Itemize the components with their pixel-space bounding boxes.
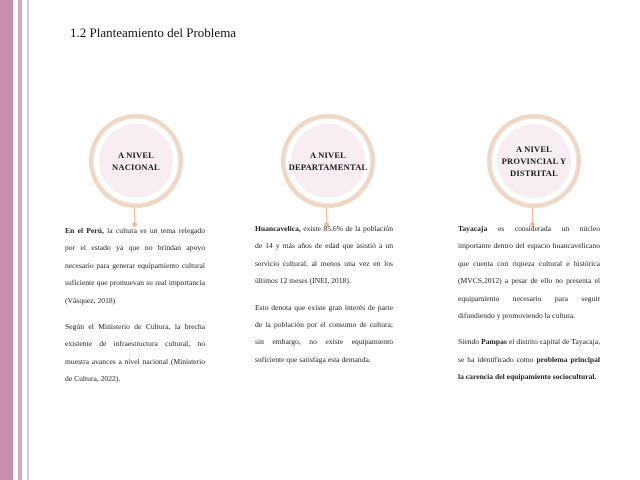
decorative-stripe-wide [0,0,13,480]
provincial-body: es considerada un núcleo importante dentro del espacio huancavelicano que cuenta con riqueza cultural e histórica (MVCS,2012) a pesar de ello no presenta el equipamiento necesario para seguir difundiendo y promoviendo la cultura. [458,224,600,321]
level-circle-provincial [487,114,581,208]
provincial-p2-middle: el distrito capital de Tayacaja, se ha identificado como [458,337,600,364]
section-title: 1.2 Planteamiento del Problema [70,25,237,40]
nacional-body: la cultura es un tema relegado por el estado ya que no brindan apoyo necesario para generar equipamiento cultural suficiente que promuevan su real importancia (Vásquez, 2018) [65,226,205,305]
nacional-paragraph-1 [65,222,205,309]
level-circle-inner [497,124,571,198]
departamental-text-column [255,220,393,368]
nacional-paragraph-2: Según el Ministerio de Cultura, la brecha existente de infraestructura cultural, no muestra avances a nivel nacional (Ministerio de Cultura, 2022). [65,322,205,384]
departamental-lead: Huancavelica, [255,224,301,233]
level-circle-inner [99,124,173,198]
level-label-nacional: A NIVEL NACIONAL [112,149,160,172]
decorative-stripe-medium [18,0,22,480]
level-circle-nacional [89,114,183,208]
provincial-main-problem: problema principal la carencia del equipamiento sociocultural. [458,354,601,382]
level-circle-inner [288,124,368,198]
provincial-paragraph-2 [458,333,600,385]
provincial-lead: Tayacaja [458,224,488,233]
departamental-body: existe 85.6% de la población de 14 y más años de edad que asistió a un servicio cultural, al menos una vez en los últimos 12 meses (INEI, 2018). [255,224,393,286]
provincial-district-name: Pampas [481,337,507,347]
departamental-paragraph-2: Esto denota que existe gran interés de parte de la población por el consumo de cultura; sin embargo, no existe equipamiento suficiente que satisfaga esta demanda. [255,302,393,364]
provincial-text-column [458,220,600,386]
level-label-provincial: A NIVEL PROVINCIAL Y DISTRITAL [501,143,567,179]
level-label-departamental: A NIVEL DEPARTAMENTAL [288,149,368,172]
nacional-text-column [65,222,205,388]
provincial-paragraph-1 [458,220,600,324]
nacional-lead: En el Perú, [65,226,104,235]
departamental-paragraph-1 [255,220,393,290]
level-circle-departamental [281,114,375,208]
provincial-p2-intro: Siendo [458,337,482,347]
decorative-stripe-thin [27,0,29,480]
